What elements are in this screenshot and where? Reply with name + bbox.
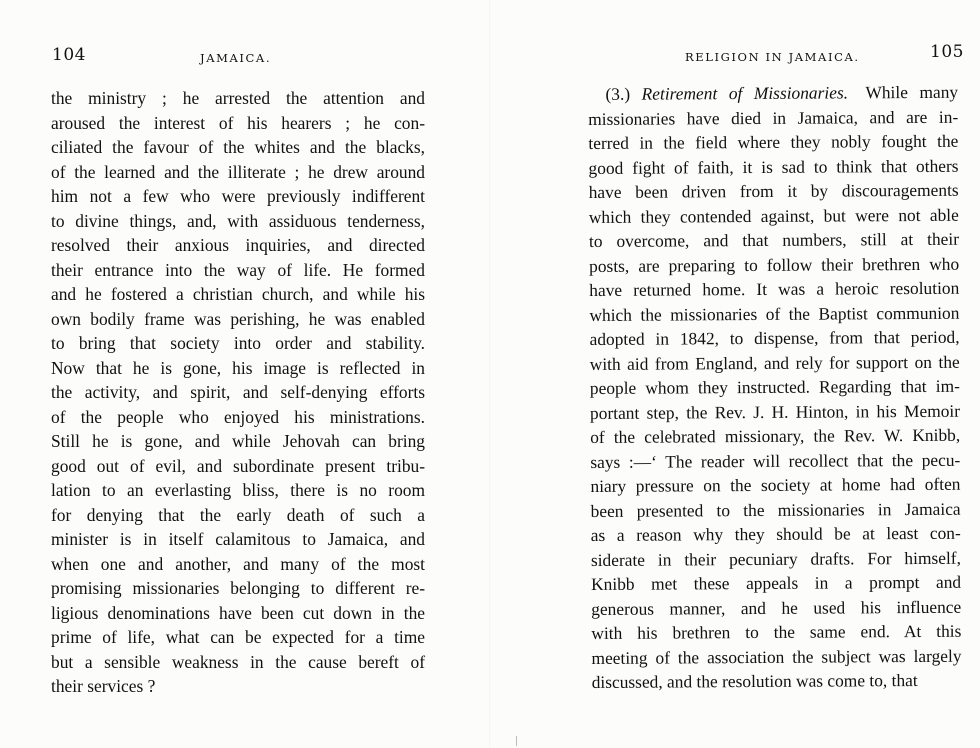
text-line-content: discussed, and the resolution was come to, that [591,669,918,692]
text-line [51,356,425,381]
text-line-content: own bodily frame was perishing, he was enabled [51,308,425,329]
text-line-content: to divine things, and, with assiduous tenderness, [51,210,425,231]
text-line [51,184,425,209]
text-line-content: Now that he is gone, his image is reflected in [51,357,425,378]
text-line [591,570,961,597]
text-line [51,282,425,307]
text-line [589,300,959,327]
body-text [51,86,425,699]
text-line [51,405,425,430]
page-number: 104 [52,45,86,65]
text-line [51,331,425,356]
text-line [590,349,960,376]
text-line [51,503,425,528]
text-line-content: siderate in their pecuniary drafts. For himself, [590,547,961,570]
text-line-content: generous manner, and he used his influence [591,596,962,619]
text-line [588,104,958,131]
text-line [51,674,425,699]
text-line-content: lation to an everlasting bliss, there is no room [51,480,425,500]
text-line [589,202,959,229]
text-line [591,643,961,670]
text-line-content: and he fostered a christian church, and while his [51,284,425,304]
text-line-content: people whom they instructed. Regarding that im- [589,375,960,398]
text-line-content: minister is in itself calamitous to Jamaica, and [51,529,425,549]
text-line [589,227,959,254]
text-line-content: with aid from England, and rely for support on the [589,351,960,374]
running-head: JAMAICA. [200,51,272,65]
text-line-content: their entrance into the way of life. He formed [51,259,425,280]
text-line-content: the ministry ; he arrested the attention and [51,88,425,108]
section-heading-line [588,80,958,107]
text-line [51,380,425,405]
text-line-content: meeting of the association the subject was largely [591,645,962,668]
text-line-content: as a reason why they should be at least con- [590,522,961,545]
text-line [592,668,962,695]
text-line-content: the activity, and spirit, and self-denying efforts [51,382,425,402]
text-line [589,178,959,205]
text-line [51,209,425,234]
text-line [588,153,958,180]
page-mark [516,736,517,746]
text-line [51,258,425,283]
text-line [51,478,425,503]
text-line-content: posts, are preparing to follow their brethren who [589,253,960,276]
text-line-content: says :—‘ The reader will recollect that the pecu- [590,449,961,472]
text-line [590,374,960,401]
text-line-content: of the celebrated missionary, the Rev. W. Knibb, [590,424,961,447]
text-line [51,429,425,454]
text-line [590,447,960,474]
text-line [589,325,959,352]
text-line-content: Still he is gone, and while Jehovah can bring [51,431,425,451]
text-line-content: with his brethren to the same end. At this [591,620,962,643]
text-line-content: resolved their anxious inquiries, and directed [51,235,425,255]
text-line [51,527,425,552]
text-line-content: which they contended against, but were not able [588,204,959,227]
page-number: 105 [930,42,964,62]
text-line-content: their services ? [51,676,156,696]
section-title: Retirement of Missionaries. [641,82,849,104]
text-line-content: him not a few who were previously indifferent [51,186,425,206]
text-line [51,601,425,626]
text-line-content: aroused the interest of his hearers ; he con- [51,112,425,133]
text-line-content: of the learned and the illiterate ; he drew around [51,161,425,182]
text-line-content: for denying that the early death of such a [51,504,425,525]
text-line [591,619,961,646]
text-line [591,496,961,523]
text-line [51,576,425,601]
text-line-content: promising missionaries belonging to different re- [51,578,425,598]
text-line [51,233,425,258]
text-line [51,625,425,650]
text-line-content: to overcome, and that numbers, still at their [588,228,960,251]
text-line-content: ciliated the favour of the whites and the blacks, [51,137,425,157]
text-line [591,594,961,621]
text-line-content: adopted in 1842, to dispense, from that period, [589,326,960,349]
text-line [590,398,960,425]
text-line [591,521,961,548]
text-line-content: ligious denominations have been cut down in the [51,602,425,623]
text-line-content: good fight of faith, it is sad to think that others [588,155,959,178]
text-line-content: have returned home. It was a heroic resolution [589,277,960,300]
text-line [588,129,958,156]
text-line [51,650,425,675]
text-line [51,86,425,111]
text-line [51,111,425,136]
text-line-content: have been driven from it by discouragements [588,179,959,202]
text-line [589,251,959,278]
first-line-text: While many [865,81,959,103]
text-line [590,472,960,499]
text-line [51,135,425,160]
text-line-content: prime of life, what can be expected for a time [51,627,425,647]
text-line-content: to bring that society into order and stability. [51,333,425,353]
text-line-content: Knibb met these appeals in a prompt and [591,571,962,594]
text-line-content: which the missionaries of the Baptist communion [589,302,960,325]
text-line [51,454,425,479]
text-line [590,423,960,450]
text-line-content: when one and another, and many of the most [51,553,425,574]
text-line-content: niary pressure on the society at home had often [590,473,961,496]
text-line [51,160,425,185]
text-line-content: good out of evil, and subordinate present tribu- [51,455,425,476]
text-line-content: been presented to the missionaries in Jamaica [590,498,961,521]
text-line-content: portant step, the Rev. J. H. Hinton, in his Memoir [589,400,961,423]
text-line [591,545,961,572]
right-page [490,0,980,748]
running-head: RELIGION IN JAMAICA. [685,50,860,64]
text-line [51,307,425,332]
text-line-content: missionaries have died in Jamaica, and are in- [588,106,959,129]
text-line-content: but a sensible weakness in the cause bereft of [51,651,425,672]
text-line [51,552,425,577]
text-line-content: of the people who enjoyed his ministrations. [51,406,425,427]
text-line-content: terred in the field where they nobly fought the [588,130,959,153]
section-number: (3.) [605,83,631,104]
body-text [588,80,962,695]
text-line [589,276,959,303]
